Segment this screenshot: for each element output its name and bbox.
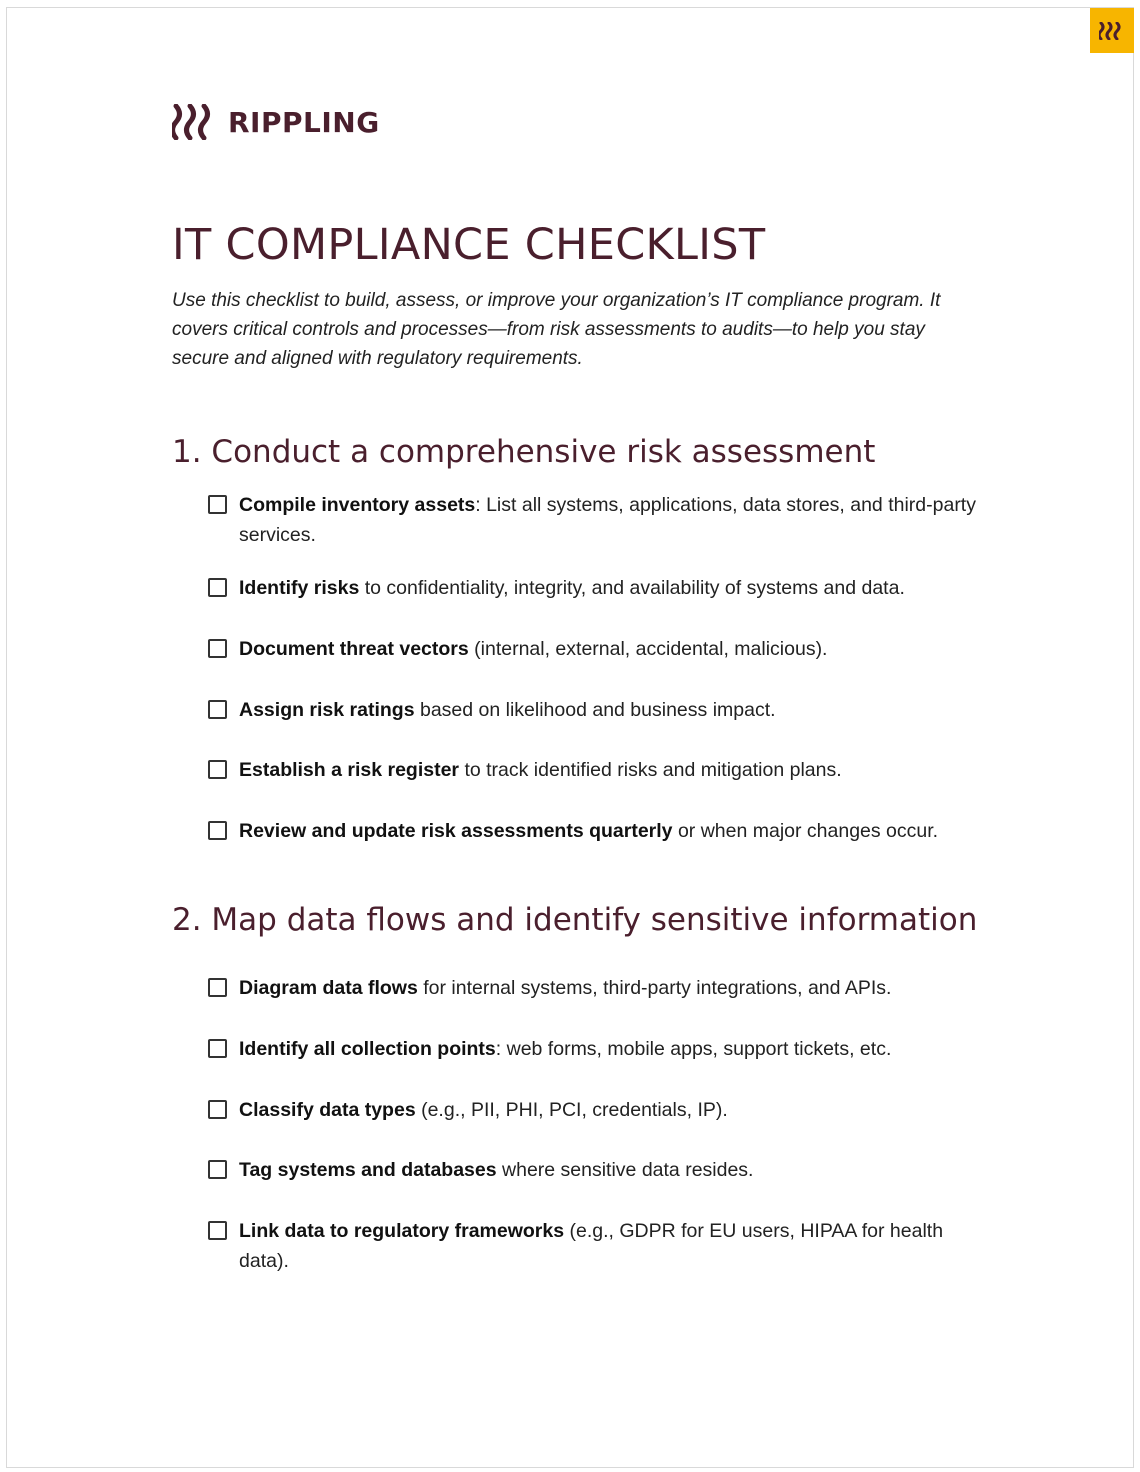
item-text: Identify all collection points: web forms, mobile apps, support tickets, etc. — [239, 1038, 892, 1060]
checklist-item — [208, 1095, 998, 1125]
item-text: Identify risks to confidentiality, integrity, and availability of systems and data. — [239, 577, 905, 599]
item-text: Link data to regulatory frameworks (e.g., GDPR for EU users, HIPAA for health data). — [239, 1220, 944, 1272]
checkbox[interactable] — [208, 1039, 227, 1058]
checkbox[interactable] — [208, 639, 227, 658]
checkbox[interactable] — [208, 578, 227, 597]
checkbox[interactable] — [208, 1221, 227, 1240]
section-heading: 2. Map data flows and identify sensitive information — [172, 902, 978, 938]
item-text: Compile inventory assets: List all systems, applications, data stores, and third-party services. — [239, 494, 976, 546]
checklist-item — [208, 755, 998, 785]
checklist-item — [208, 490, 998, 550]
item-text: Establish a risk register to track identified risks and mitigation plans. — [239, 759, 842, 781]
checkbox[interactable] — [208, 978, 227, 997]
checkbox[interactable] — [208, 700, 227, 719]
item-text: Document threat vectors (internal, external, accidental, malicious). — [239, 638, 828, 660]
item-text: Assign risk ratings based on likelihood and business impact. — [239, 699, 776, 721]
checkbox[interactable] — [208, 1100, 227, 1119]
item-text: Diagram data flows for internal systems, third-party integrations, and APIs. — [239, 977, 892, 999]
item-text: Review and update risk assessments quarterly or when major changes occur. — [239, 820, 939, 842]
checkbox[interactable] — [208, 760, 227, 779]
item-text: Tag systems and databases where sensitive data resides. — [239, 1159, 754, 1181]
checklist-item — [208, 695, 998, 725]
checkbox[interactable] — [208, 495, 227, 514]
rippling-badge[interactable] — [1090, 8, 1134, 53]
checklist-item — [208, 1155, 998, 1185]
page-title: IT COMPLIANCE CHECKLIST — [172, 220, 766, 270]
checklist-item — [208, 573, 998, 603]
rippling-logo — [172, 104, 380, 140]
section-heading: 1. Conduct a comprehensive risk assessment — [172, 434, 876, 470]
intro-paragraph: Use this checklist to build, assess, or improve your organization’s IT compliance program. It covers critical controls and processes—from risk assessments to audits—to help you stay secure and aligned with regulatory requirements. — [172, 290, 941, 369]
checklist-item — [208, 816, 1028, 846]
checkbox[interactable] — [208, 821, 227, 840]
checklist-item — [208, 973, 998, 1003]
checklist-item — [208, 1216, 998, 1276]
checkbox[interactable] — [208, 1160, 227, 1179]
rippling-wave-icon — [172, 104, 216, 140]
checklist-item — [208, 634, 998, 664]
rippling-wave-icon — [1099, 22, 1125, 40]
item-text: Classify data types (e.g., PII, PHI, PCI, credentials, IP). — [239, 1099, 728, 1121]
checklist-item — [208, 1034, 998, 1064]
brand-name: RIPPLING — [228, 105, 380, 139]
